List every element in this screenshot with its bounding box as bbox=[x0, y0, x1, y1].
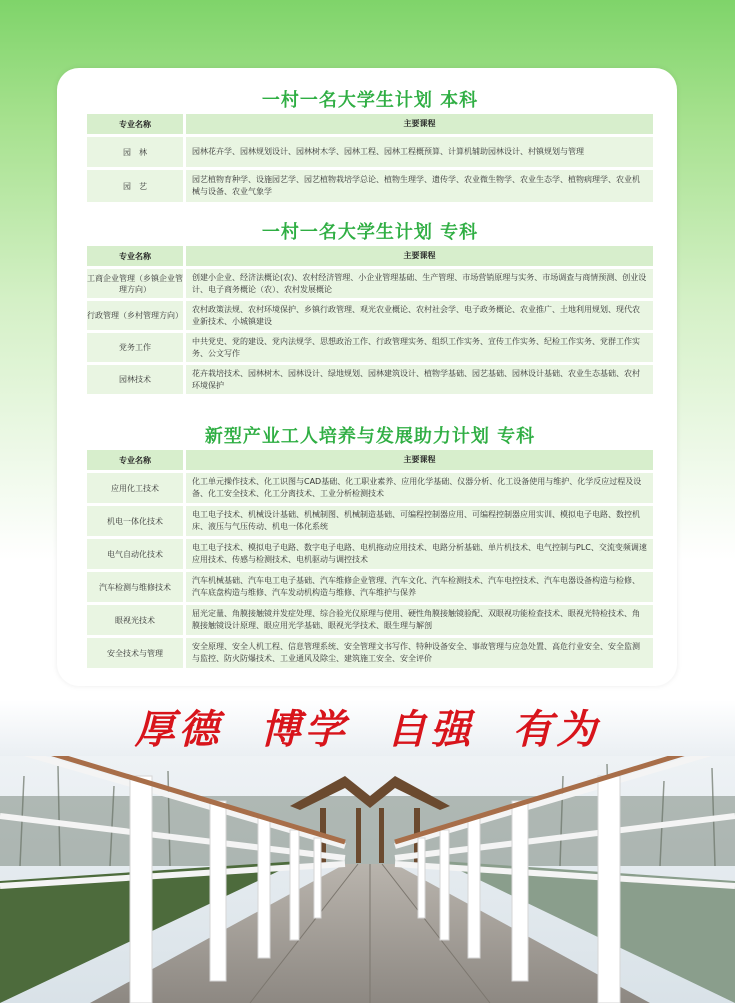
school-motto bbox=[0, 702, 735, 758]
course-list: 电工电子技术、机械设计基础、机械制图、机械制造基础、可编程控制器应用、可编程控制器应用实训、模拟电子电路、数控机床、液压与气压传动、机电一体化系统 bbox=[186, 506, 653, 536]
major-name: 党务工作 bbox=[87, 333, 183, 362]
major-name: 园 艺 bbox=[87, 170, 183, 202]
course-list: 园林花卉学、园林规划设计、园林树木学、园林工程、园林工程概预算、计算机辅助园林设计、村镇规划与管理 bbox=[186, 137, 653, 167]
section-undergraduate bbox=[87, 88, 653, 205]
header-major: 专业名称 bbox=[87, 450, 183, 470]
table-row bbox=[87, 137, 653, 167]
section-junior-college-village bbox=[87, 220, 653, 397]
major-name: 园林技术 bbox=[87, 365, 183, 394]
table-row bbox=[87, 572, 653, 602]
header-courses: 主要课程 bbox=[186, 246, 653, 266]
major-name: 工商企业管理（乡镇企业管理方向） bbox=[87, 269, 183, 298]
table-row bbox=[87, 269, 653, 298]
section-title: 一村一名大学生计划 专科 bbox=[261, 222, 479, 243]
table-row bbox=[87, 170, 653, 202]
table-row bbox=[87, 333, 653, 362]
course-list: 屈光定量、角膜接触镜并发症处理、综合验光仪原理与使用、硬性角膜接触镜验配、双眼视功能检查技术、眼视光特检技术、角膜接触镜设计原理、眼应用光学基础、眼视光学技术、眼生理与解剖 bbox=[186, 605, 653, 635]
course-list: 中共党史、党的建设、党内法规学、思想政治工作、行政管理实务、组织工作实务、宣传工作实务、纪检工作实务、党群工作实务、公文写作 bbox=[186, 333, 653, 362]
course-list: 创建小企业、经济法概论(农)、农村经济管理、小企业管理基础、生产管理、市场营销原理与实务、市场调查与商情预测、创业设计、电子商务概论（农）、农村发展概论 bbox=[186, 269, 653, 298]
table-header bbox=[87, 246, 653, 266]
major-name: 安全技术与管理 bbox=[87, 638, 183, 668]
motto-word: 自强 bbox=[386, 706, 475, 753]
motto-word: 博学 bbox=[260, 706, 349, 753]
table-row bbox=[87, 473, 653, 503]
header-major: 专业名称 bbox=[87, 114, 183, 134]
header-courses: 主要课程 bbox=[186, 114, 653, 134]
major-name: 行政管理（乡村管理方向） bbox=[87, 301, 183, 330]
major-name: 电气自动化技术 bbox=[87, 539, 183, 569]
major-name: 园 林 bbox=[87, 137, 183, 167]
course-list: 电工电子技术、模拟电子电路、数字电子电路、电机拖动应用技术、电路分析基础、单片机技术、电气控制与PLC、交流变频调速应用技术、传感与检测技术、电机驱动与调控技术 bbox=[186, 539, 653, 569]
course-list: 园艺植物育种学、设施园艺学、园艺植物栽培学总论、植物生理学、遗传学、农业微生物学、农业生态学、植物病理学、农业机械与设备、农业气象学 bbox=[186, 170, 653, 202]
course-list: 花卉栽培技术、园林树木、园林设计、绿地规划、园林建筑设计、植物学基础、园艺基础、园林设计基础、农业生态基础、农村环境保护 bbox=[186, 365, 653, 394]
table-row bbox=[87, 301, 653, 330]
table-header bbox=[87, 450, 653, 470]
course-list: 化工单元操作技术、化工识图与CAD基础、化工职业素养、应用化学基础、仪器分析、化工设备使用与维护、化学反应过程及设备、化工安全技术、化工分离技术、工业分析检测技术 bbox=[186, 473, 653, 503]
section-industrial-workers bbox=[87, 424, 653, 671]
motto-word: 有为 bbox=[512, 706, 601, 753]
boardwalk-photo bbox=[0, 756, 735, 1003]
major-name: 眼视光技术 bbox=[87, 605, 183, 635]
boardwalk-illustration bbox=[0, 756, 735, 1003]
motto-word: 厚德 bbox=[134, 706, 223, 753]
curriculum-card bbox=[57, 68, 677, 686]
header-major: 专业名称 bbox=[87, 246, 183, 266]
header-courses: 主要课程 bbox=[186, 450, 653, 470]
course-list: 农村政策法规、农村环境保护、乡镇行政管理、观光农业概论、农村社会学、电子政务概论、农业推广、土地利用规划、现代农业新技术、小城镇建设 bbox=[186, 301, 653, 330]
table-header bbox=[87, 114, 653, 134]
course-list: 汽车机械基础、汽车电工电子基础、汽车维修企业管理、汽车文化、汽车检测技术、汽车电控技术、汽车电器设备构造与检修、汽车底盘构造与维修、汽车发动机构造与维修、汽车维护与保养 bbox=[186, 572, 653, 602]
major-name: 机电一体化技术 bbox=[87, 506, 183, 536]
table-row bbox=[87, 539, 653, 569]
table-row bbox=[87, 605, 653, 635]
section-title: 一村一名大学生计划 本科 bbox=[261, 90, 479, 111]
table-row bbox=[87, 638, 653, 668]
major-name: 汽车检测与维修技术 bbox=[87, 572, 183, 602]
table-row bbox=[87, 365, 653, 394]
major-name: 应用化工技术 bbox=[87, 473, 183, 503]
section-title: 新型产业工人培养与发展助力计划 专科 bbox=[204, 426, 536, 447]
course-list: 安全原理、安全人机工程、信息管理系统、安全管理文书写作、特种设备安全、事故管理与应急处置、高危行业安全、安全监测与监控、防火防爆技术、工业通风及除尘、建筑施工安全、安全评价 bbox=[186, 638, 653, 668]
table-row bbox=[87, 506, 653, 536]
